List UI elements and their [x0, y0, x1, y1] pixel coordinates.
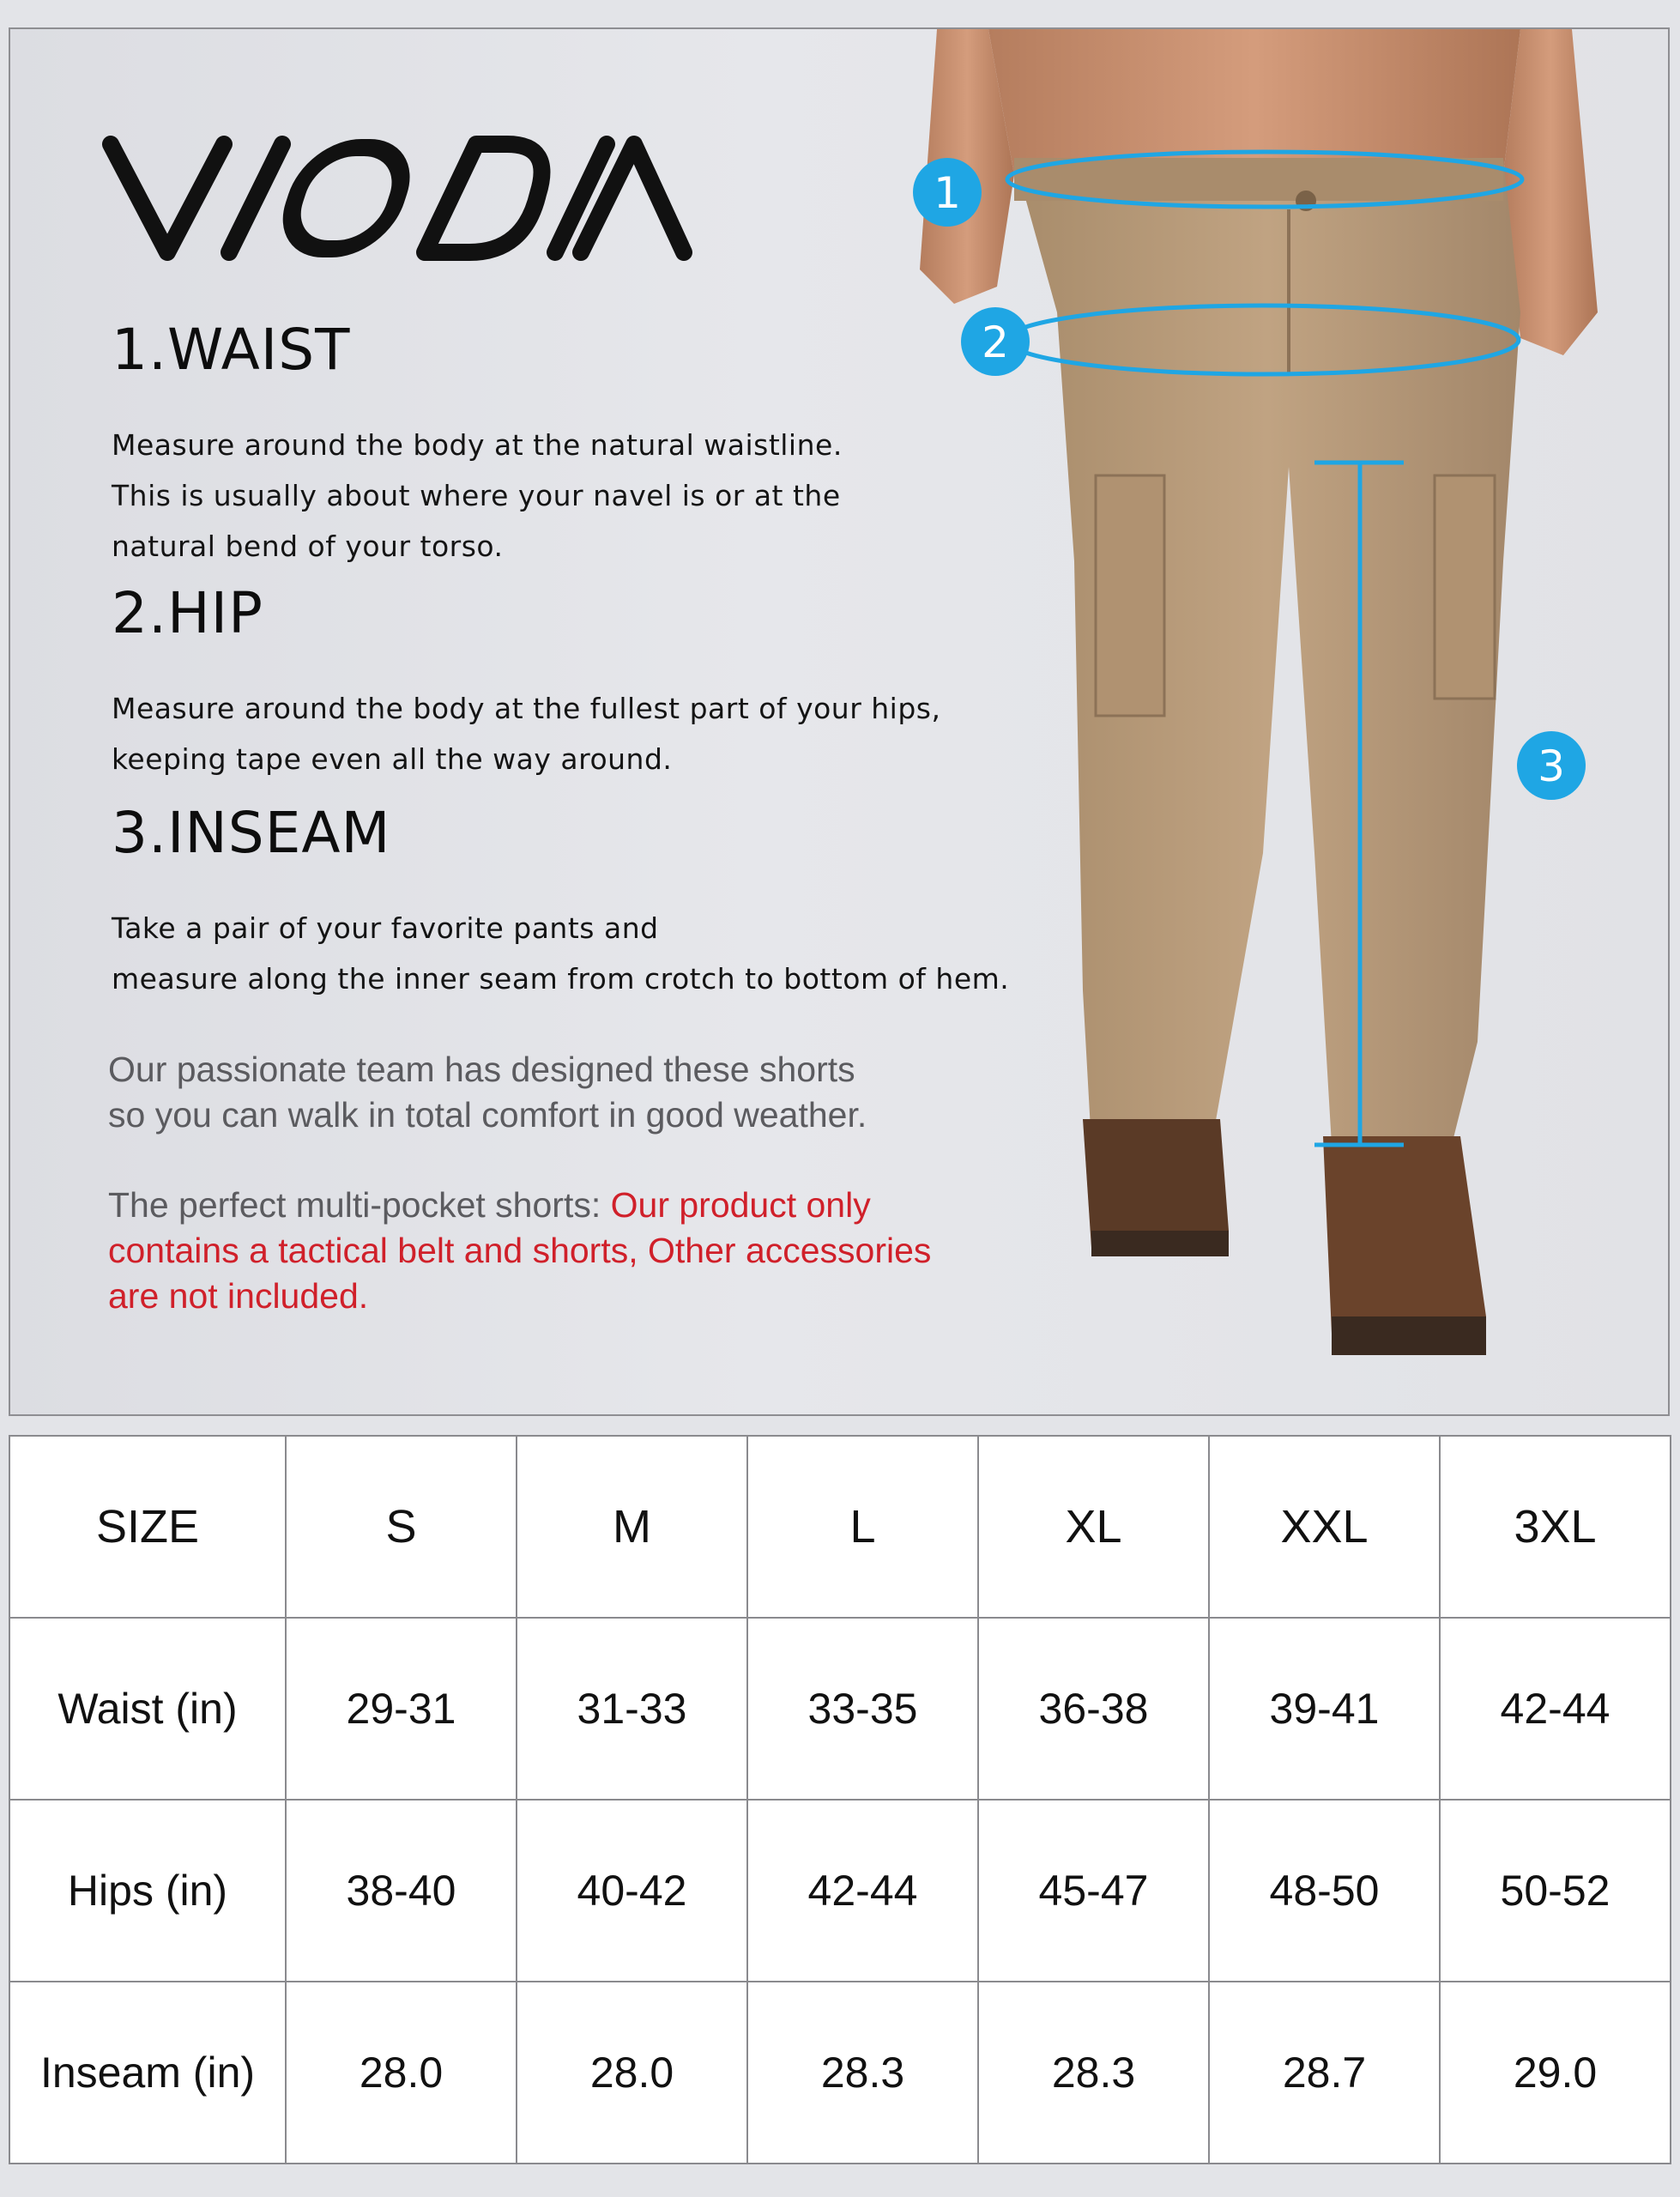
table-cell: 28.3	[978, 1982, 1209, 2164]
table-cell: 29-31	[286, 1618, 517, 1800]
marker-1-label: 1	[934, 168, 961, 218]
note-red-2: contains a tactical belt and shorts, Other accessories	[108, 1231, 932, 1270]
hip-line-2: keeping tape even all the way around.	[112, 742, 673, 776]
table-cell: 38-40	[286, 1800, 517, 1982]
table-cell: 28.3	[747, 1982, 978, 2164]
size-chart-table	[9, 1435, 1671, 2164]
table-cell: 50-52	[1440, 1800, 1671, 1982]
table-cell: 31-33	[517, 1618, 747, 1800]
table-cell: 48-50	[1209, 1800, 1440, 1982]
right-cargo-pocket	[1435, 475, 1495, 699]
waist-line-3: natural bend of your torso.	[112, 530, 504, 563]
waist-row	[9, 1618, 1671, 1800]
info-panel	[9, 27, 1670, 1416]
inseam-line-1: Take a pair of your favorite pants and	[112, 911, 659, 945]
size-header-row	[9, 1436, 1671, 1618]
promo-text	[108, 1047, 1018, 1138]
note-red-1: Our product only	[610, 1185, 871, 1225]
table-cell: 39-41	[1209, 1618, 1440, 1800]
row-label: Waist (in)	[9, 1618, 286, 1800]
waist-line-2: This is usually about where your navel is or at the	[112, 479, 841, 512]
row-label: Hips (in)	[9, 1800, 286, 1982]
table-cell: 28.7	[1209, 1982, 1440, 2164]
table-cell: 36-38	[978, 1618, 1209, 1800]
table-cell: 42-44	[1440, 1618, 1671, 1800]
size-header: S	[286, 1436, 517, 1618]
table-cell: 33-35	[747, 1618, 978, 1800]
left-cargo-pocket	[1096, 475, 1164, 716]
product-figure	[885, 29, 1670, 1416]
size-header: XXL	[1209, 1436, 1440, 1618]
note-red-3: are not included.	[108, 1276, 369, 1316]
size-header: XL	[978, 1436, 1209, 1618]
brand-logo	[100, 134, 692, 263]
size-header: L	[747, 1436, 978, 1618]
table-cell: 28.0	[286, 1982, 517, 2164]
row-label: Inseam (in)	[9, 1982, 286, 2164]
promo-line-1: Our passionate team has designed these shorts	[108, 1050, 855, 1089]
size-header: SIZE	[9, 1436, 286, 1618]
hip-line-1: Measure around the body at the fullest part of your hips,	[112, 692, 941, 725]
waist-line-1: Measure around the body at the natural waistline.	[112, 428, 843, 462]
marker-2	[961, 307, 1030, 376]
size-header: 3XL	[1440, 1436, 1671, 1618]
inseam-line-2: measure along the inner seam from crotch to bottom of hem.	[112, 962, 1010, 996]
marker-2-label: 2	[982, 318, 1009, 367]
inseam-row	[9, 1982, 1671, 2164]
table-cell: 29.0	[1440, 1982, 1671, 2164]
note-prefix: The perfect multi-pocket shorts:	[108, 1185, 611, 1225]
table-cell: 28.0	[517, 1982, 747, 2164]
table-cell: 45-47	[978, 1800, 1209, 1982]
table-cell: 42-44	[747, 1800, 978, 1982]
hips-row	[9, 1800, 1671, 1982]
accessories-note	[108, 1183, 1018, 1319]
promo-line-2: so you can walk in total comfort in good weather.	[108, 1095, 867, 1135]
marker-3	[1517, 731, 1586, 800]
inseam-title: 3.INSEAM	[112, 800, 391, 866]
size-header: M	[517, 1436, 747, 1618]
hip-title: 2.HIP	[112, 580, 263, 646]
marker-1	[913, 158, 982, 227]
waist-title: 1.WAIST	[112, 317, 351, 383]
marker-3-label: 3	[1538, 741, 1565, 791]
table-cell: 40-42	[517, 1800, 747, 1982]
